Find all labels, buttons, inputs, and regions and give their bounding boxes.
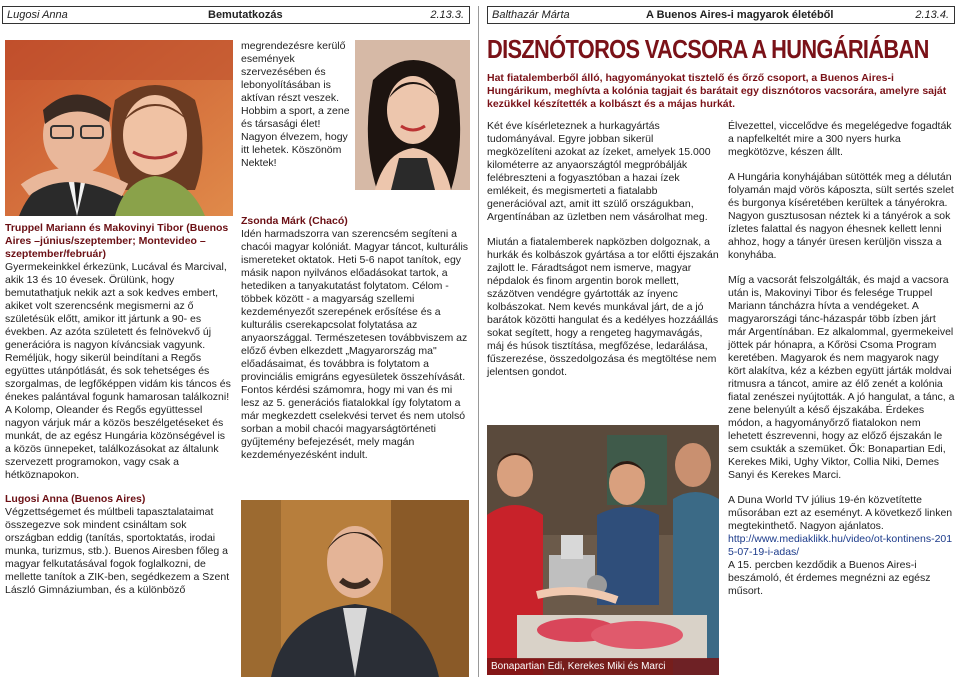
section-body-zsonda: Idén harmadszorra van szerencsém segíteni a chacói magyar kolóniát. Magyar táncot, kulturális ismereteket oktatok. Heti 5-6 napot tanítok, egy másik napon nyilvános előadásokat tartok, a hetediken a tanyakutatást folytatom. Célom - többek között - a magyarság szellemi kezdeményezőt szerepének erősítése és a kulturális cserekapcsolat folytatása az anyaországgal. Természetesen továbbviszem az előző évben elkezdett „Magyarország ma" előadásaimat, és továbbra is folytatom a provinciális emigráns egyesületek összehívását. Fontos kérdési számomra, hogy mi van és mi lesz az 5. generációs fiatalokkal így folytatom a már megkezdett cselekvési tervet és nem utolsó sorban a mobil chacói magyarságtörténeti gyűjtemény befejezését, mely magán kezdeményezésként indult. bbox=[241, 228, 469, 461]
man-portrait-icon bbox=[241, 500, 469, 677]
photo-caption: Bonapartian Edi, Kerekes Miki és Marci bbox=[487, 658, 719, 675]
left-page-header bbox=[2, 6, 470, 24]
right-header-title: A Buenos Aires-i magyarok életéből bbox=[646, 9, 834, 21]
couple-photo bbox=[5, 40, 233, 216]
article-column-2 bbox=[728, 120, 956, 598]
article-col2-paragraph-5: A 15. percben kezdődik a Buenos Aires-i beszámoló, ét érdemes megnézni az egész műsort. bbox=[728, 559, 931, 597]
left-column-2-top: megrendezésre kerülő események szervezésében és lebonyolításában is aktívan részt veszek. Hobbim a sport, a zene és társasági élet! Nagyon élvezem, hogy itt lehetek. Köszönöm Nektek! bbox=[241, 40, 350, 169]
right-header-date: 2.13.4. bbox=[915, 9, 949, 21]
left-header-title: Bemutatkozás bbox=[208, 9, 283, 21]
page-gutter bbox=[478, 6, 479, 677]
section-body-lugosi: Végzettségemet és múltbeli tapasztalataimat összegezve sok mindent csináltam sok országban eddig (tanítás, sportoktatás, irodai munka, turizmus, stb.). Buenos Airesben főleg a magyar felkutatásával fogok foglalkozni, de mellette tanítok a ZIK-ben, segédkezem a Szent László Gimnáziumban, és a különböző bbox=[5, 506, 230, 596]
article-col2-paragraph-4: A Duna World TV július 19-én közvetítette műsorában ezt az eseményt. A következő linken megtekinthető. Nagyon ajánlatos. bbox=[728, 494, 953, 532]
article-headline: DISZNÓTOROS VACSORA A HUNGÁRIÁBAN bbox=[487, 34, 929, 64]
left-header-author: Lugosi Anna bbox=[7, 9, 68, 21]
left-column-2-bottom bbox=[241, 215, 470, 462]
section-body-truppel: Gyermekeinkkel érkezünk, Lucával és Marcival, akik 13 és 10 évesek. Örülünk, hogy bemutathatjuk nekik azt a sok kedves embert, akiket volt szerencsénk megismerni az ő születésük előtt, amikor itt jártunk a 90- es években. Az azóta született és felnövekvő új generációra is nagyon kíváncsiak vagyunk. Reméljük, hogy sikerül beindítani a Regős együttes utánpótlását, és sok tehetséges és szorgalmas, de legfőképpen vidám kis táncos és énekes palántával fogunk hamarosan találkozni! bbox=[5, 261, 231, 403]
video-link[interactable]: http://www.mediaklikk.hu/video/ot-kontinens-2015-07-19-i-adas/ bbox=[728, 533, 953, 558]
woman-portrait-icon bbox=[355, 40, 470, 190]
section-body-truppel-2: A Kolomp, Oleander és Regős együttessel nagyon várjuk már a közös beszélgetéseket és munkát, de az egész Hungária közönségével is a közös ünnepeket, találkozásokat az általunk szervezett programokon, vagy csak a hétköznapokon. bbox=[5, 404, 226, 481]
right-page-header bbox=[487, 6, 955, 24]
couple-photo-icon bbox=[5, 40, 233, 216]
article-lead: Hat fiatalemberből álló, hagyományokat tisztelő és őrző csoport, a Buenos Aires-i Hungárikum, meghívta a kolónia tagjait és barátait egy disznótoros vacsorára, amelyre saját kezükkel készítették a kolbászt és a májas hurkát. bbox=[487, 72, 947, 110]
left-column bbox=[5, 222, 233, 597]
section-heading-zsonda: Zsonda Márk (Chacó) bbox=[241, 215, 348, 227]
sausage-making-icon bbox=[487, 425, 719, 675]
article-col2-paragraph-3: Míg a vacsorát felszolgálták, és majd a vacsora után is, Makovinyi Tibor és felesége Truppel Mariann táncházra hívta a vendégeket. A magyarországi tánc-házaspár több ízben járt már Argentínában. Ez alkalommal, gyermekeivel jöttek pár hónapra, a Kőrösi Csoma Program keretében. Magyarok és nem magyarok nagy kört alakítva, kéz a kézben együtt járták moldvai ritmusra a táncot, amire az élő zenét a kolónia fiatal zenészei nyújtották. A jó hangulat, a tánc, a zene belenyúlt a késő éjszakába. Érdekes módon, a hagyományőrző fiatalokon nem lehetett észrevenni, hogy az előző éjszakán le sem csukták a szemüket. Ők: Bonapartian Edi, Kerekes Miki, Ughy Viktor, Collia Niki, Demes Sanyi és Kerekes Marci. bbox=[728, 274, 955, 481]
article-col1-paragraph-2: Miután a fiatalemberek napközben dolgoznak, a hurkák és kolbászok gyártása a tor előtti éjszakán zajlott le. Fáradtságot nem ismerve, magyar népdalok és finom argentin borok mellett, százötven vendégre gyártották az ínyenc kolbászokat. Nem kevés munkával járt, de a jó barátok közötti hangulat és a kedélyes hozzáállás sokat segített, hogy a rengeteg hagymavágás, máj és húsok tisztítása, megfőzése, ledarálása, fűszerezése, összedolgozása és megtöltése nem jelentsen gondot. bbox=[487, 236, 719, 378]
left-header-date: 2.13.3. bbox=[430, 9, 464, 21]
sausage-making-photo bbox=[487, 425, 719, 675]
woman-portrait-photo bbox=[355, 40, 470, 190]
article-col2-paragraph-1: Élvezettel, viccelődve és megelégedve fogadták a napfelkeltét mire a 300 nyers hurka megkötözve, készen állt. bbox=[728, 120, 952, 158]
man-portrait-photo bbox=[241, 500, 469, 677]
article-column-1 bbox=[487, 120, 719, 379]
section-heading-lugosi: Lugosi Anna (Buenos Aires) bbox=[5, 493, 146, 505]
section-heading-truppel: Truppel Mariann és Makovinyi Tibor (Buenos Aires –június/szeptember; Montevideo – szeptember/február) bbox=[5, 222, 229, 260]
right-header-author: Balthazár Márta bbox=[492, 9, 570, 21]
article-col1-paragraph-1: Két éve kísérleteznek a hurkagyártás tudományával. Egyre jobban sikerül megközelíteni azokat az ízeket, amelyek 15.000 kilométerre az anyaországtól megpróbálják felébreszteni a fogyasztóban a hazai ízek emlékeit, és megismerteti a fiatalabb generációval azt, amit itt szülő országukban, Argentínában az üzletben nem vásárolhat meg. bbox=[487, 120, 711, 223]
article-col2-paragraph-2: A Hungária konyhájában sütötték meg a délután folyamán majd vörös káposzta, sült sertés szelet és burgonya kíséretében kerültek a tányérokra. Nagyon gusztusosan néztek ki a tányérok a sok ízletes falattal és nagyon éhesnek kellett lenni ahhoz, hogy a tányér üresen kerüljön vissza a konyhába. bbox=[728, 171, 954, 261]
